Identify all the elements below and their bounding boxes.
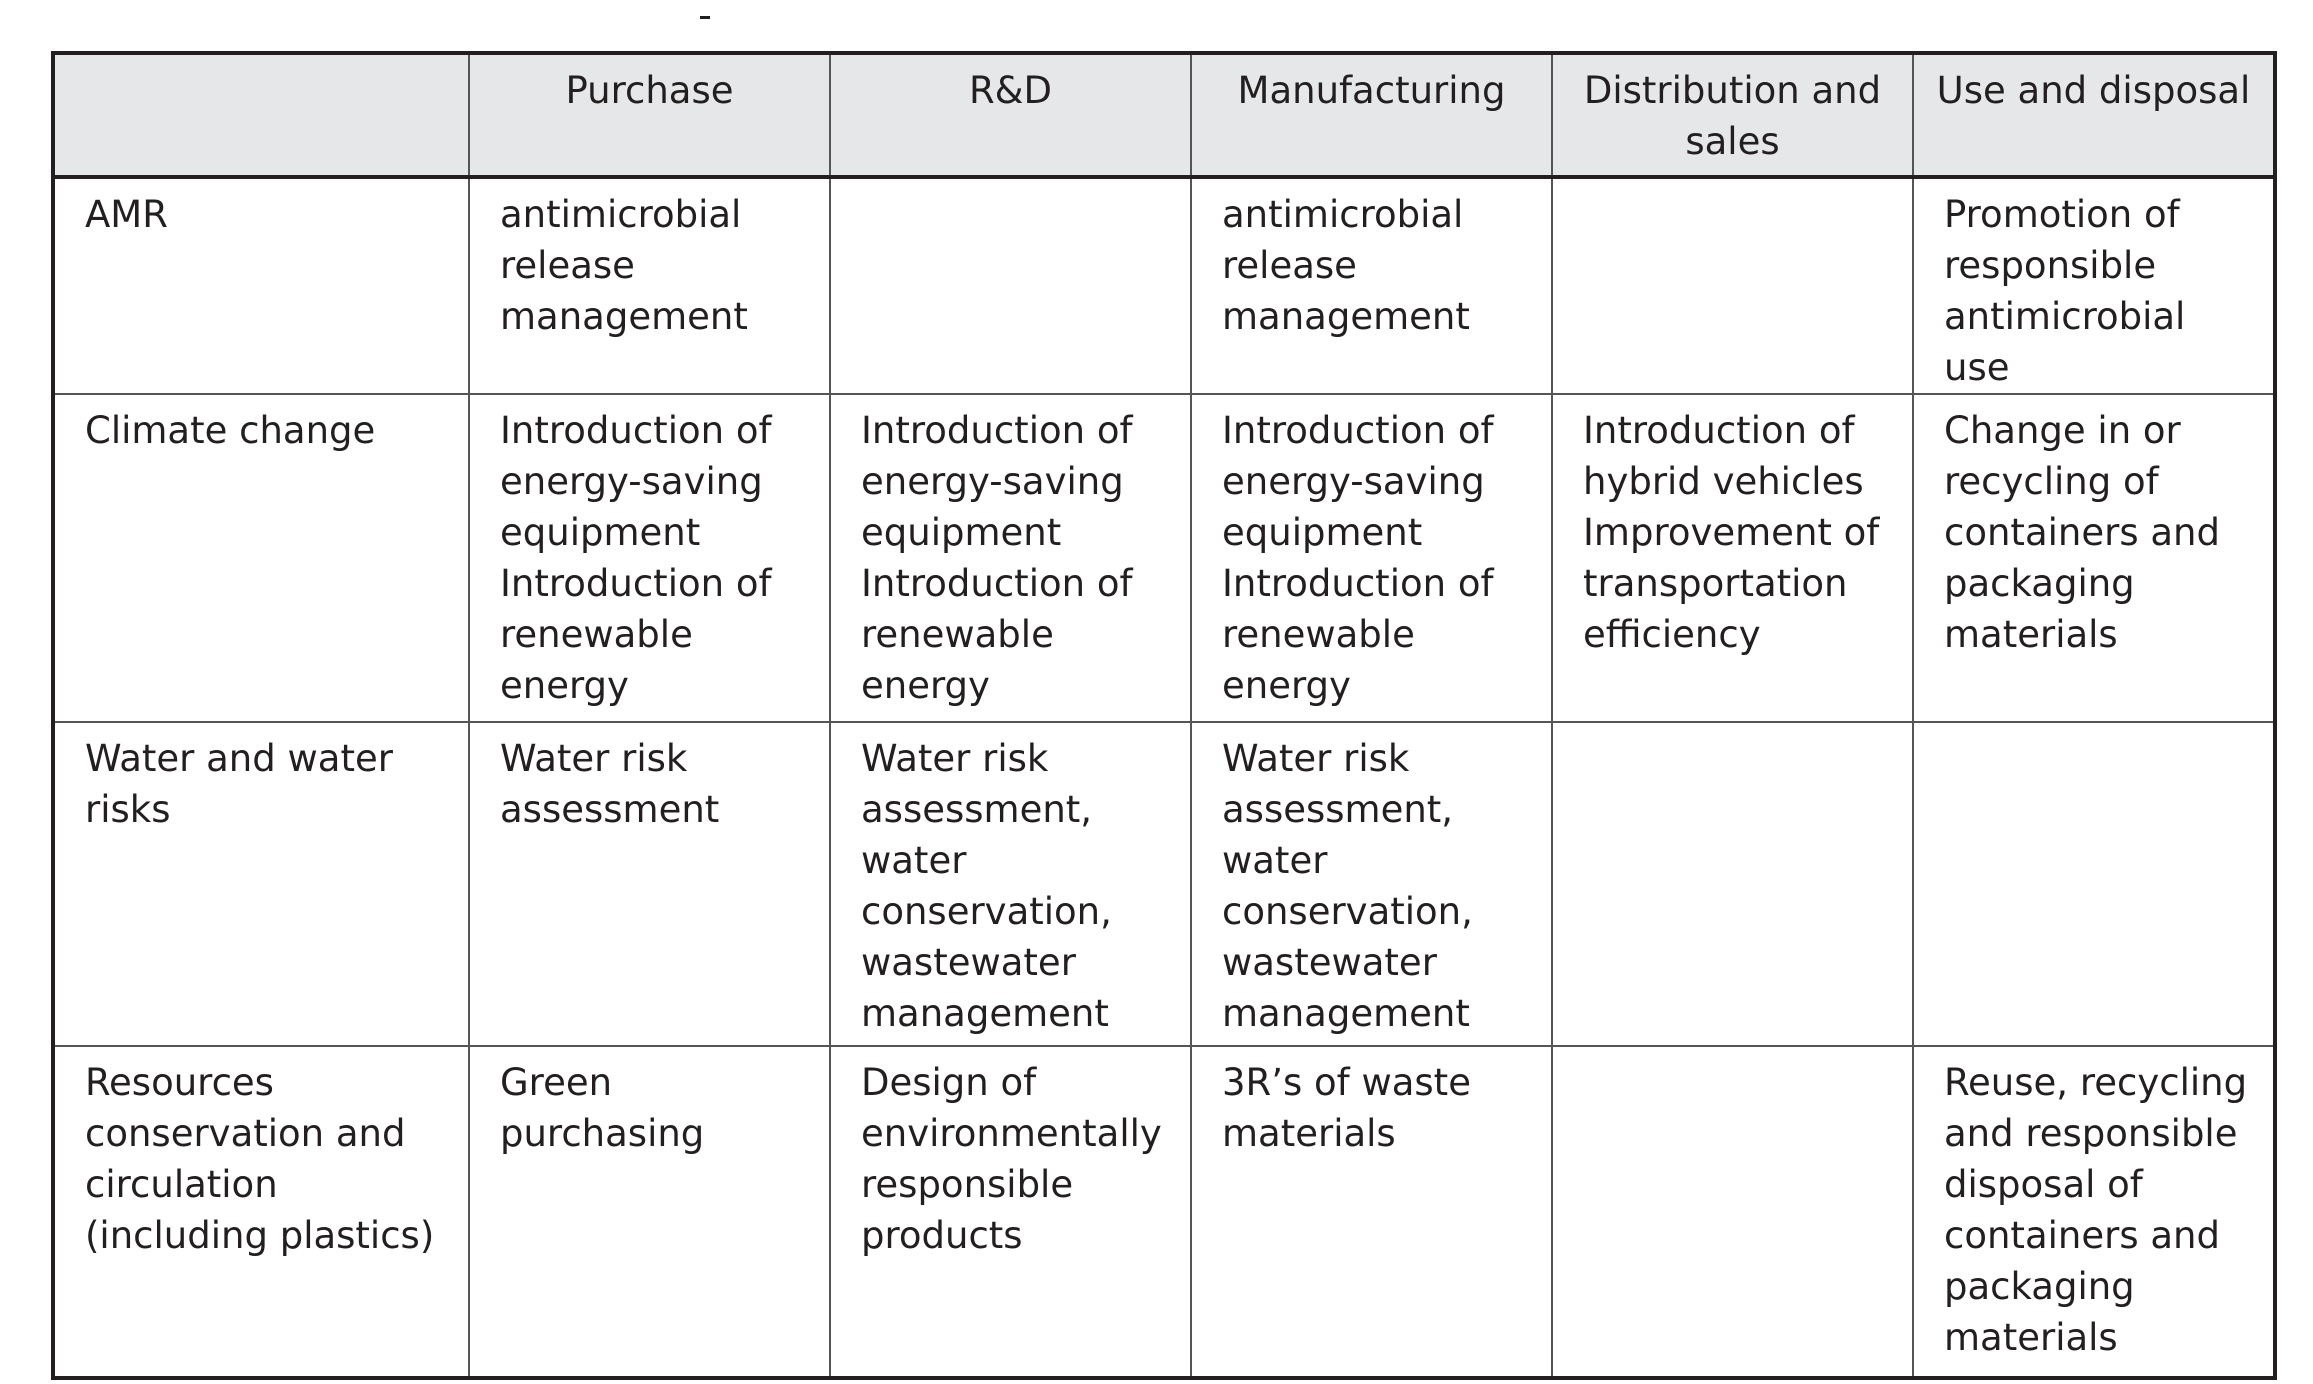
cell-water-distribution — [1552, 722, 1913, 1046]
header-purchase: Purchase — [469, 53, 830, 177]
cell-amr-distribution — [1552, 177, 1913, 394]
row-label-amr: AMR — [53, 177, 469, 394]
cell-water-rnd: Water risk assessment, water conservation, wastewater management — [830, 722, 1191, 1046]
header-manufacturing: Manufacturing — [1191, 53, 1552, 177]
header-rnd: R&D — [830, 53, 1191, 177]
table-row-water — [53, 722, 2275, 1046]
cell-resources-rnd: Design of environmentally responsible products — [830, 1046, 1191, 1378]
cell-amr-purchase: antimicrobial release management — [469, 177, 830, 394]
cell-climate-purchase: Introduction of energy-saving equipment Introduction of renewable energy — [469, 394, 830, 722]
cell-amr-use-disposal: Promotion of responsible antimicrobial use — [1913, 177, 2275, 394]
cell-amr-rnd — [830, 177, 1191, 394]
table-row-amr — [53, 177, 2275, 394]
header-row — [53, 53, 2275, 177]
cell-resources-manufacturing: 3R’s of waste materials — [1191, 1046, 1552, 1378]
row-label-resources: Resources conservation and circulation (including plastics) — [53, 1046, 469, 1378]
header-use-and-disposal: Use and disposal — [1913, 53, 2275, 177]
header-corner-cell — [53, 53, 469, 177]
stray-dash-mark — [700, 16, 710, 19]
table-row-resources — [53, 1046, 2275, 1378]
cell-amr-manufacturing: antimicrobial release management — [1191, 177, 1552, 394]
cell-water-manufacturing: Water risk assessment, water conservation, wastewater management — [1191, 722, 1552, 1046]
cell-water-purchase: Water risk assessment — [469, 722, 830, 1046]
cell-resources-distribution — [1552, 1046, 1913, 1378]
value-chain-initiatives-table — [51, 51, 2277, 1380]
row-label-climate-change: Climate change — [53, 394, 469, 722]
cell-water-use-disposal — [1913, 722, 2275, 1046]
cell-resources-use-disposal: Reuse, recycling and responsible disposal of containers and packaging materials — [1913, 1046, 2275, 1378]
header-distribution-and-sales: Distribution and sales — [1552, 53, 1913, 177]
cell-climate-use-disposal: Change in or recycling of containers and packaging materials — [1913, 394, 2275, 722]
cell-climate-manufacturing: Introduction of energy-saving equipment Introduction of renewable energy — [1191, 394, 1552, 722]
row-label-water: Water and water risks — [53, 722, 469, 1046]
table-row-climate-change — [53, 394, 2275, 722]
cell-climate-rnd: Introduction of energy-saving equipment Introduction of renewable energy — [830, 394, 1191, 722]
cell-resources-purchase: Green purchasing — [469, 1046, 830, 1378]
cell-climate-distribution: Introduction of hybrid vehicles Improvement of transportation efficiency — [1552, 394, 1913, 722]
